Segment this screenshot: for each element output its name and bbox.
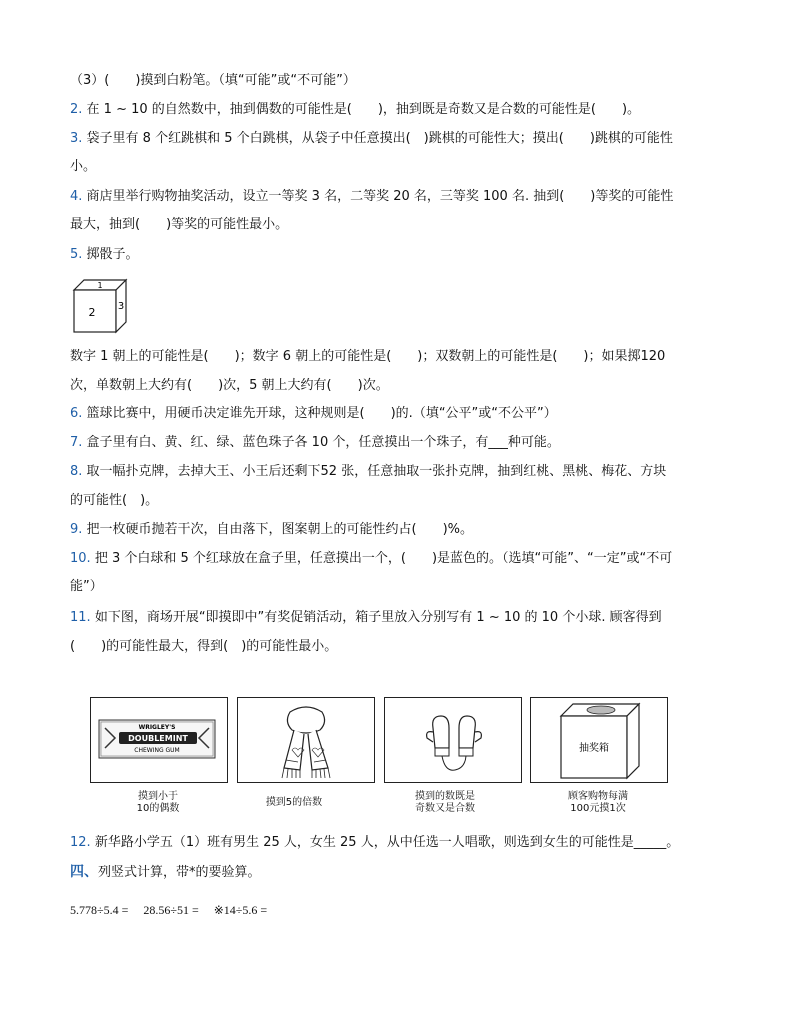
mittens-icon xyxy=(385,698,521,782)
section-title: 列竖式计算，带*的要验算。 xyxy=(98,865,261,880)
question-10: 10. 把 3 个白球和 5 个红球放在盒子里，任意摸出一个，( )是蓝色的。（选填“可能”、“一定”或“不可 xyxy=(70,551,673,566)
dice-side-number: 3 xyxy=(117,301,125,312)
gum-brand: WRIGLEY'S xyxy=(138,724,176,731)
prize-card-gum xyxy=(90,697,228,783)
question-number: 12. xyxy=(70,835,91,850)
question-number: 5. xyxy=(70,247,83,262)
prize-caption: 摸到5的倍数 xyxy=(265,797,323,808)
prize-caption: 摸到的数既是 奇数又是合数 xyxy=(415,791,475,814)
question-number: 9. xyxy=(70,522,83,537)
prize-card-lottery-box xyxy=(530,697,668,783)
question-10-cont: 能”） xyxy=(70,579,103,594)
question-number: 2. xyxy=(70,102,83,117)
gum-type: CHEWING GUM xyxy=(134,747,180,754)
question-number: 8. xyxy=(70,464,83,479)
question-8-cont: 的可能性( )。 xyxy=(70,493,159,508)
section-number: 四、 xyxy=(70,864,98,880)
scarf-icon xyxy=(238,698,374,782)
question-2: 2. 在 1 ~ 10 的自然数中，抽到偶数的可能性是( )，抽到既是奇数又是合数的可能性是( )。 xyxy=(70,102,641,117)
question-number: 6. xyxy=(70,406,83,421)
dice-top-number: 1 xyxy=(97,281,103,290)
gum-name: DOUBLEMINT xyxy=(128,734,188,743)
prize-card-mittens xyxy=(384,697,522,783)
question-3-part-3: （3）( )摸到白粉笔。（填“可能”或“不可能”） xyxy=(70,73,356,88)
question-11: 11. 如下图，商场开展“即摸即中”有奖促销活动，箱子里放入分别写有 1 ~ 10 的 10 个小球. 顾客得到 xyxy=(70,610,662,625)
chewing-gum-icon xyxy=(91,698,227,782)
dice-illustration xyxy=(72,278,128,334)
dice-front-number: 2 xyxy=(88,306,96,319)
calc-2: 28.56÷51 = xyxy=(143,903,199,917)
question-number: 3. xyxy=(70,131,83,146)
calc-3: ※14÷5.6 = xyxy=(213,903,268,917)
section-4-heading xyxy=(70,863,261,882)
lottery-box-label: 抽奖箱 xyxy=(579,743,609,754)
question-3: 3. 袋子里有 8 个红跳棋和 5 个白跳棋，从袋子中任意摸出( )跳棋的可能性大；摸出( )跳棋的可能性 xyxy=(70,131,673,146)
prize-card-scarf xyxy=(237,697,375,783)
question-5-probabilities: 数字 1 朝上的可能性是( )；数字 6 朝上的可能性是( )；双数朝上的可能性是( )；如果掷120 xyxy=(70,349,666,364)
question-5: 5. 掷骰子。 xyxy=(70,247,139,262)
question-12: 12. 新华路小学五（1）班有男生 25 人，女生 25 人，从中任选一人唱歌，则选到女生的可能性是_____。 xyxy=(70,835,680,850)
question-11-cont: ( )的可能性最大，得到( )的可能性最小。 xyxy=(70,639,338,654)
question-3-cont: 小。 xyxy=(70,159,97,174)
question-9: 9. 把一枚硬币抛若干次，自由落下，图案朝上的可能性约占( )%。 xyxy=(70,522,474,537)
lottery-box-icon xyxy=(531,698,667,782)
question-number: 4. xyxy=(70,189,83,204)
question-number: 11. xyxy=(70,610,91,625)
prize-caption: 摸到小于 10的偶数 xyxy=(136,791,180,814)
calc-1: 5.778÷5.4 = xyxy=(70,903,129,917)
question-number: 10. xyxy=(70,551,91,566)
question-7: 7. 盒子里有白、黄、红、绿、蓝色珠子各 10 个，任意摸出一个珠子，有___种可能。 xyxy=(70,435,560,450)
calculation-row xyxy=(70,901,267,919)
question-8: 8. 取一幅扑克牌，去掉大王、小王后还剩下52 张，任意抽取一张扑克牌，抽到红桃、黑桃、梅花、方块 xyxy=(70,464,667,479)
question-4: 4. 商店里举行购物抽奖活动，设立一等奖 3 名，二等奖 20 名，三等奖 100 名. 抽到( )等奖的可能性 xyxy=(70,189,674,204)
prize-caption: 顾客购物每满 100元摸1次 xyxy=(568,791,628,814)
question-5-cont: 次，单数朝上大约有( )次，5 朝上大约有( )次。 xyxy=(70,378,389,393)
question-number: 7. xyxy=(70,435,83,450)
question-4-cont: 最大，抽到( )等奖的可能性最小。 xyxy=(70,217,289,232)
question-6: 6. 篮球比赛中，用硬币决定谁先开球，这种规则是( )的.（填“公平”或“不公平”） xyxy=(70,406,557,421)
